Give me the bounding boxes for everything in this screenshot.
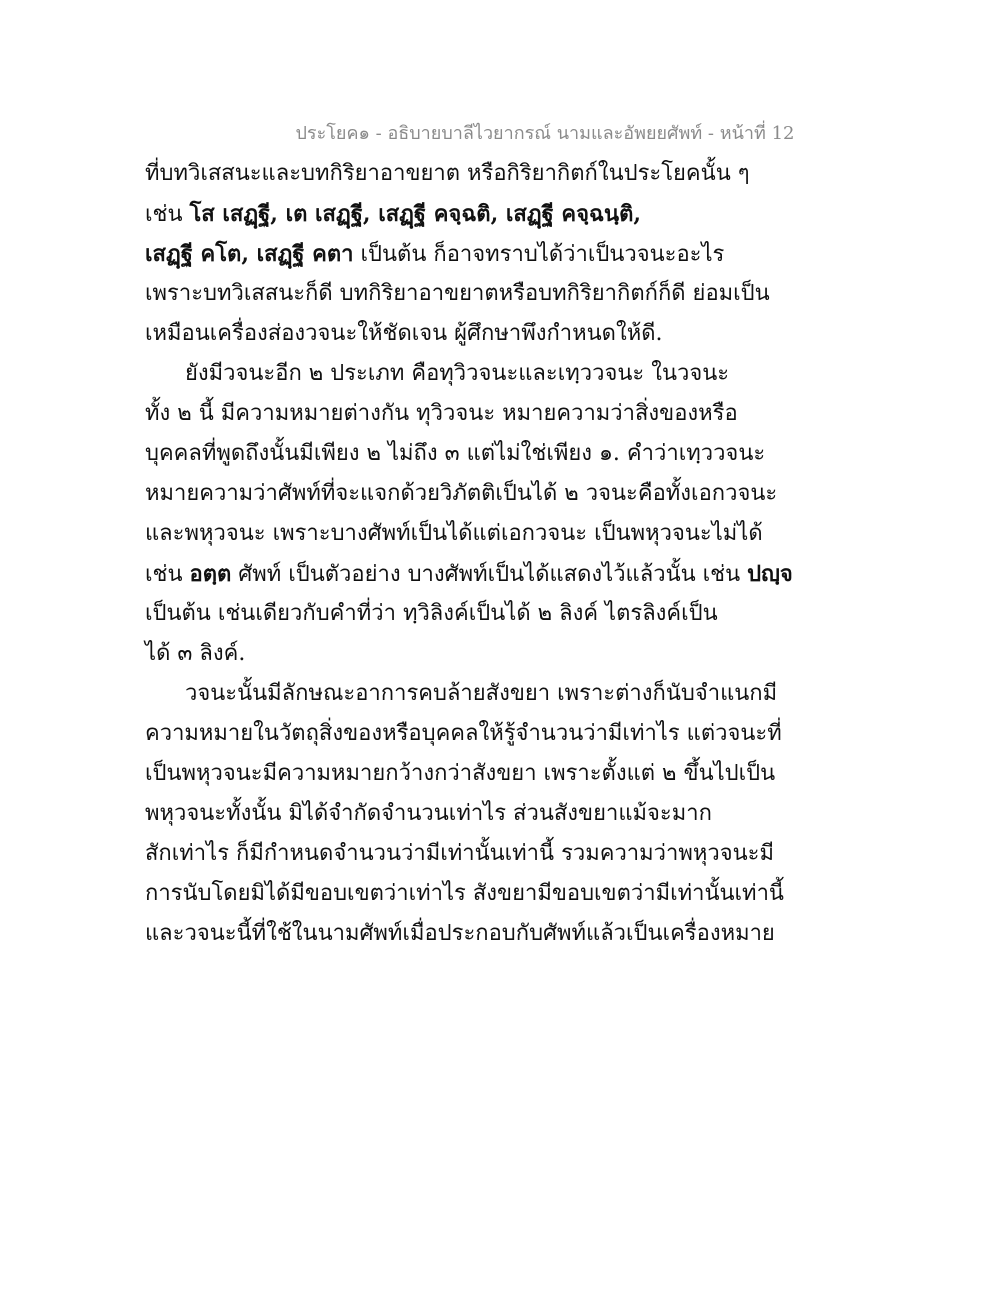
text-line [145,554,865,594]
text-run: ได้ ๓ ลิงค์. [145,641,246,666]
text-run: เป็นต้น เช่นเดียวกับคำที่ว่า ทฺวิลิงค์เป็นได้ ๒ ลิงค์ ไตรลิงค์เป็น [145,601,718,626]
text-run: ความหมายในวัตถุสิ่งของหรือบุคคลให้รู้จำนวนว่ามีเท่าไร แต่วจนะที่ [145,721,782,746]
text-line [145,914,865,954]
text-line [145,754,865,794]
text-run: การนับโดยมิได้มีขอบเขตว่าเท่าไร สังขยามีขอบเขตว่ามีเท่านั้นเท่านี้ [145,881,784,906]
body-text [145,154,865,954]
text-line [145,194,865,234]
text-run: หมายความว่าศัพท์ที่จะแจกด้วยวิภัตติเป็นได้ ๒ วจนะคือทั้งเอกวจนะ [145,481,778,506]
bold-text-run: อตฺต [189,561,232,587]
text-run: และพหุวจนะ เพราะบางศัพท์เป็นได้แต่เอกวจนะ เป็นพหุวจนะไม่ได้ [145,521,763,546]
text-line [145,154,865,194]
running-header-text: ประโยค๑ - อธิบายบาลีไวยากรณ์ นามและอัพยยศัพท์ - หน้าที่ 12 [295,123,795,144]
text-run: พหุวจนะทั้งนั้น มิได้จำกัดจำนวนเท่าไร ส่วนสังขยาแม้จะมาก [145,801,712,826]
bold-text-run: โส เสฏฺฐี, เต เสฏฺฐี, เสฏฺฐี คจฺฉติ, เสฏฺฐี คจฺฉนฺติ, [189,201,642,227]
text-run: เป็นพหุวจนะมีความหมายกว้างกว่าสังขยา เพราะตั้งแต่ ๒ ขึ้นไปเป็น [145,761,776,786]
text-run: เช่น [145,562,190,587]
text-run: ยังมีวจนะอีก ๒ ประเภท คือทุวิวจนะและเทฺววจนะ ในวจนะ [185,361,730,386]
text-run: ศัพท์ เป็นตัวอย่าง บางศัพท์เป็นได้แสดงไว้แล้วนั้น เช่น [231,562,748,587]
text-line [145,234,865,274]
text-run: เช่น [145,202,190,227]
text-run: วจนะนั้นมีลักษณะอาการคบล้ายสังขยา เพราะต่างก็นับจำแนกมี [185,681,778,706]
text-line [145,594,865,634]
text-line [145,634,865,674]
bold-text-run: ปญฺจ [747,561,793,587]
text-line [145,314,865,354]
text-run: ทั้ง ๒ นี้ มีความหมายต่างกัน ทุวิวจนะ หมายความว่าสิ่งของหรือ [145,401,738,426]
running-header [0,118,1000,147]
text-line [145,834,865,874]
bold-text-run: เสฏฺฐี คโต, เสฏฺฐี คตา [145,241,354,267]
text-line [145,714,865,754]
text-run: ที่บทวิเสสนะและบทกิริยาอาขยาต หรือกิริยากิตก์ในประโยคนั้น ๆ [145,161,750,186]
text-line [145,474,865,514]
text-line [145,434,865,474]
text-line [145,874,865,914]
text-line [145,274,865,314]
text-line [145,354,865,394]
text-run: บุคคลที่พูดถึงนั้นมีเพียง ๒ ไม่ถึง ๓ แต่ไม่ใช่เพียง ๑. คำว่าเทฺววจนะ [145,441,766,466]
text-run: และวจนะนี้ที่ใช้ในนามศัพท์เมื่อประกอบกับศัพท์แล้วเป็นเครื่องหมาย [145,921,775,946]
text-run: เพราะบทวิเสสนะก็ดี บทกิริยาอาขยาตหรือบทกิริยากิตก์ก็ดี ย่อมเป็น [145,281,770,306]
text-line [145,794,865,834]
text-line [145,394,865,434]
text-line [145,674,865,714]
text-line [145,514,865,554]
text-run: สักเท่าไร ก็มีกำหนดจำนวนว่ามีเท่านั้นเท่านี้ รวมความว่าพหุวจนะมี [145,841,774,866]
text-run: เหมือนเครื่องส่องวจนะให้ชัดเจน ผู้ศึกษาพึงกำหนดให้ดี. [145,321,663,346]
text-run: เป็นต้น ก็อาจทราบได้ว่าเป็นวจนะอะไร [353,242,725,267]
